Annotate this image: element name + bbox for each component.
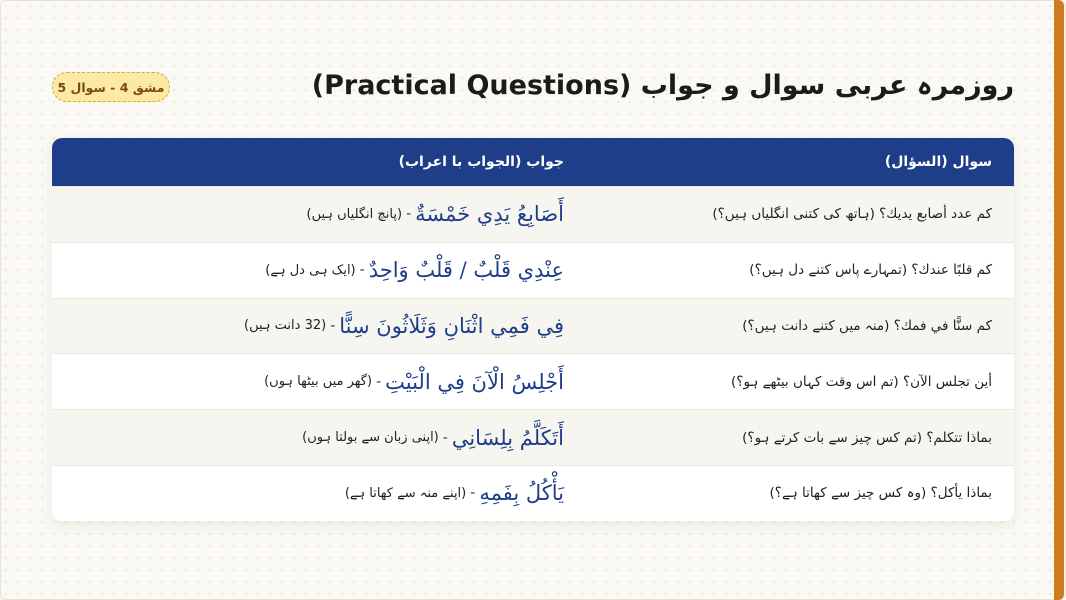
separator-dash: - <box>359 262 365 279</box>
urdu-translation: (32 دانت ہیں) <box>244 318 327 334</box>
answer-cell <box>52 202 584 226</box>
accent-bar <box>1054 0 1064 600</box>
qa-table <box>52 138 1014 521</box>
separator-dash: - <box>406 206 412 223</box>
separator-dash: - <box>330 317 336 334</box>
question-cell: كم عدد أصابع يديك؟ (ہاتھ کی کتنی انگلیاں ہیں؟) <box>712 206 992 223</box>
table-row <box>52 409 1014 465</box>
answer-cell <box>52 481 584 505</box>
urdu-translation: (اپنی زبان سے بولتا ہوں) <box>302 430 439 446</box>
question-cell: بماذا يأكل؟ (وہ کس چیز سے کھاتا ہے؟) <box>769 485 992 502</box>
exercise-badge: مشق 4 - سوال 5 <box>52 72 170 102</box>
question-cell: كم سنًّا في فمك؟ (منہ میں کتنے دانت ہیں؟) <box>742 317 992 334</box>
arabic-answer: أَصَابِعُ يَدِي خَمْسَةٌ <box>415 202 564 227</box>
question-cell: بماذا تتكلم؟ (تم کس چیز سے بات کرتے ہو؟) <box>742 429 992 446</box>
separator-dash: - <box>442 429 448 446</box>
header-answer: جواب (الجواب با اعراب) <box>398 154 564 170</box>
arabic-answer: عِنْدِي قَلْبٌ / قَلْبٌ وَاحِدٌ <box>368 258 564 283</box>
table-row <box>52 465 1014 521</box>
answer-cell <box>52 426 584 450</box>
table-row <box>52 353 1014 409</box>
question-cell: أين تجلس الآن؟ (تم اس وقت کہاں بیٹھے ہو؟) <box>731 373 992 390</box>
page-title: روزمرہ عربی سوال و جواب (Practical Questions) <box>311 70 1014 101</box>
answer-cell <box>52 258 584 282</box>
separator-dash: - <box>470 485 476 502</box>
answer-cell <box>52 370 584 394</box>
urdu-translation: (اپنے منہ سے کھاتا ہے) <box>344 485 467 501</box>
answer-cell <box>52 314 584 338</box>
arabic-answer: أَتَكَلَّمُ بِلِسَانِي <box>451 425 564 450</box>
urdu-translation: (پانچ انگلیاں ہیں) <box>306 206 403 222</box>
table-row <box>52 242 1014 298</box>
urdu-translation: (گھر میں بیٹھا ہوں) <box>264 374 373 390</box>
table-body <box>52 186 1014 521</box>
arabic-answer: يَأْكُلُ بِفَمِهِ <box>479 481 564 506</box>
question-cell: كم قلبًا عندك؟ (تمہارے پاس کتنے دل ہیں؟) <box>749 262 992 279</box>
table-row <box>52 186 1014 242</box>
header-question: سوال (السؤال) <box>884 154 992 170</box>
arabic-answer: أَجْلِسُ الْآنَ فِي الْبَيْتِ <box>385 369 564 394</box>
separator-dash: - <box>376 373 382 390</box>
arabic-answer: فِي فَمِي اثْنَانِ وَثَلَاثُونَ سِنًّا <box>339 313 564 338</box>
table-header <box>52 138 1014 186</box>
table-row <box>52 298 1014 354</box>
urdu-translation: (ایک ہی دل ہے) <box>265 262 356 278</box>
